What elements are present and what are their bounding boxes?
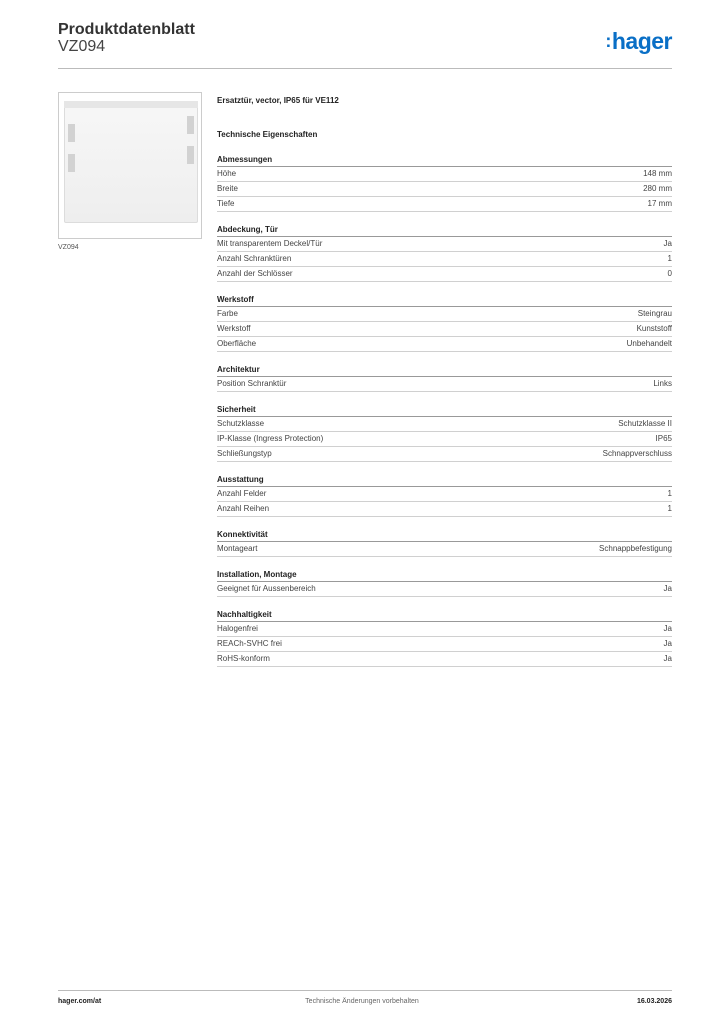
spec-label: RoHS-konform (217, 654, 270, 663)
spec-row (217, 637, 672, 652)
footer-disclaimer: Technische Änderungen vorbehalten (305, 998, 419, 1005)
spec-value: 1 (667, 254, 672, 263)
section-heading: Installation, Montage (217, 569, 672, 582)
spec-value: Schnappbefestigung (599, 544, 672, 553)
spec-row (217, 582, 672, 597)
spec-label: Werkstoff (217, 324, 251, 333)
page-title: Produktdatenblatt (58, 21, 195, 38)
spec-row (217, 252, 672, 267)
spec-label: Anzahl Felder (217, 489, 267, 498)
spec-value: 1 (667, 504, 672, 513)
spec-row (217, 542, 672, 557)
section-heading: Architektur (217, 364, 672, 377)
spec-value: IP65 (655, 434, 672, 443)
spec-row (217, 167, 672, 182)
door-latch-icon (68, 154, 75, 172)
spec-label: Position Schranktür (217, 379, 287, 388)
spec-label: Oberfläche (217, 339, 257, 348)
logo-dots-icon: : (605, 31, 611, 51)
spec-row (217, 182, 672, 197)
spec-section (217, 474, 672, 517)
spec-label: Anzahl der Schlösser (217, 269, 293, 278)
tech-properties-title: Technische Eigenschaften (217, 130, 318, 139)
header-divider (58, 68, 672, 69)
spec-value: Steingrau (637, 309, 672, 318)
spec-row (217, 432, 672, 447)
spec-section (217, 224, 672, 282)
door-latch-icon (187, 146, 194, 164)
spec-section (217, 154, 672, 212)
spec-section (217, 404, 672, 462)
section-heading: Werkstoff (217, 294, 672, 307)
spec-value: Ja (663, 639, 672, 648)
footer-website[interactable]: hager.com/at (58, 998, 102, 1005)
spec-row (217, 447, 672, 462)
spec-label: Schließungstyp (217, 449, 272, 458)
spec-row (217, 502, 672, 517)
spec-row (217, 417, 672, 432)
door-latch-icon (68, 124, 75, 142)
brand-logo (605, 28, 672, 55)
footer-divider (58, 990, 672, 991)
spec-value: Ja (663, 624, 672, 633)
spec-value: Schutzklasse II (618, 419, 672, 428)
spec-label: Anzahl Schranktüren (217, 254, 292, 263)
spec-label: Geeignet für Aussenbereich (217, 584, 316, 593)
section-heading: Abdeckung, Tür (217, 224, 672, 237)
spec-value: Kunststoff (636, 324, 672, 333)
spec-section (217, 609, 672, 667)
spec-value: Schnappverschluss (602, 449, 672, 458)
spec-section (217, 294, 672, 352)
spec-section (217, 569, 672, 597)
spec-label: REACh-SVHC frei (217, 639, 282, 648)
spec-value: 148 mm (643, 169, 672, 178)
spec-row (217, 487, 672, 502)
spec-value: 280 mm (643, 184, 672, 193)
spec-label: Schutzklasse (217, 419, 265, 428)
spec-value: Ja (663, 654, 672, 663)
spec-value: 0 (667, 269, 672, 278)
spec-row (217, 337, 672, 352)
section-heading: Ausstattung (217, 474, 672, 487)
door-latch-icon (187, 116, 194, 134)
spec-row (217, 377, 672, 392)
spec-label: Anzahl Reihen (217, 504, 270, 513)
spec-value: 17 mm (647, 199, 672, 208)
product-image (58, 92, 202, 239)
content (217, 96, 672, 679)
spec-label: Farbe (217, 309, 238, 318)
spec-value: Unbehandelt (626, 339, 672, 348)
spec-label: Mit transparentem Deckel/Tür (217, 239, 323, 248)
spec-section (217, 529, 672, 557)
spec-row (217, 622, 672, 637)
spec-label: Breite (217, 184, 238, 193)
spec-value: 1 (667, 489, 672, 498)
spec-row (217, 652, 672, 667)
section-heading: Konnektivität (217, 529, 672, 542)
footer-date: 16.03.2026 (636, 998, 672, 1005)
spec-row (217, 197, 672, 212)
spec-section (217, 364, 672, 392)
logo-text: hager (611, 28, 672, 54)
section-heading: Nachhaltigkeit (217, 609, 672, 622)
image-caption: VZ094 (58, 244, 79, 251)
spec-row (217, 237, 672, 252)
door-illustration (64, 101, 198, 223)
spec-label: Tiefe (217, 199, 235, 208)
spec-row (217, 322, 672, 337)
product-title: Ersatztür, vector, IP65 für VE112 (217, 96, 339, 105)
spec-value: Ja (663, 584, 672, 593)
section-heading: Sicherheit (217, 404, 672, 417)
spec-label: Höhe (217, 169, 237, 178)
spec-value: Ja (663, 239, 672, 248)
spec-label: IP-Klasse (Ingress Protection) (217, 434, 324, 443)
spec-row (217, 267, 672, 282)
section-heading: Abmessungen (217, 154, 672, 167)
spec-value: Links (653, 379, 672, 388)
spec-row (217, 307, 672, 322)
spec-sections (217, 154, 672, 667)
door-top-edge (64, 101, 198, 108)
product-code: VZ094 (58, 38, 106, 55)
spec-label: Montageart (217, 544, 258, 553)
spec-label: Halogenfrei (217, 624, 258, 633)
